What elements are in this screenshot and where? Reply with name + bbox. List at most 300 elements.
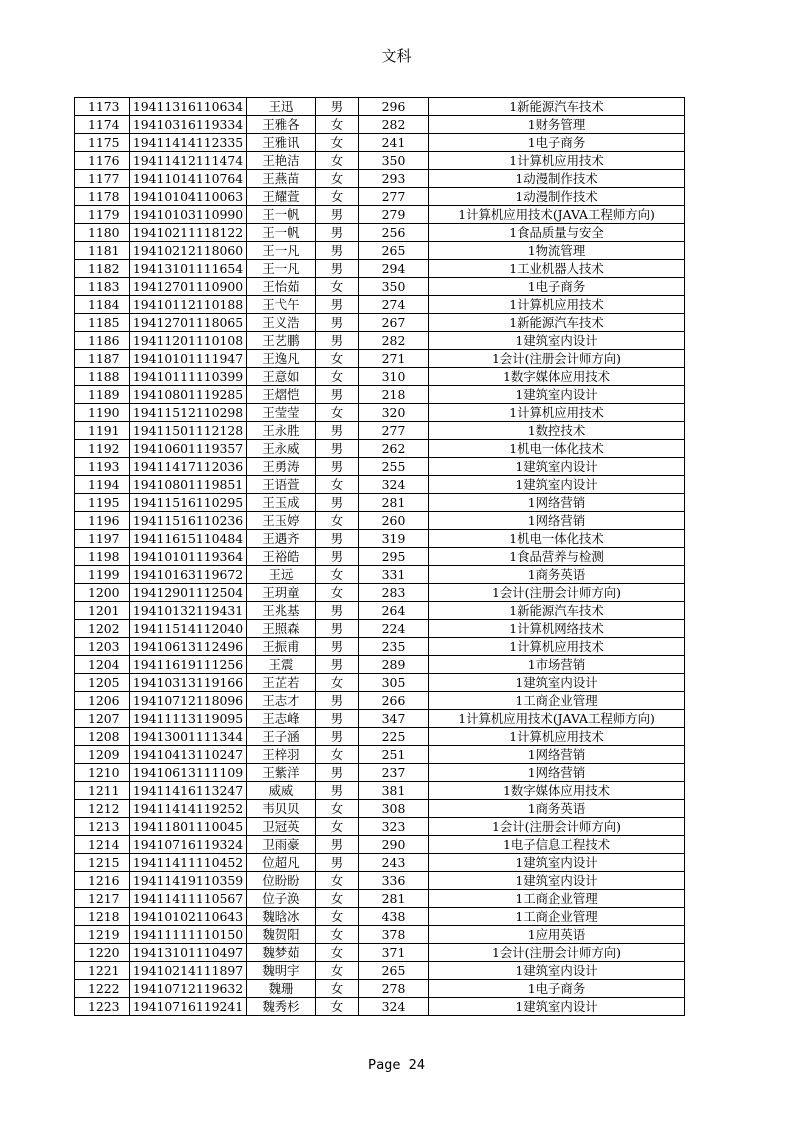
gender-cell: 男 (316, 710, 359, 728)
table-row (75, 998, 685, 1016)
exam-id-cell: 19411113119095 (130, 710, 247, 728)
major-cell: 1食品质量与安全 (429, 224, 685, 242)
rank-cell: 1181 (75, 242, 130, 260)
exam-id-cell: 19410112110188 (130, 296, 247, 314)
gender-cell: 女 (316, 134, 359, 152)
gender-cell: 女 (316, 944, 359, 962)
major-cell: 1网络营销 (429, 746, 685, 764)
rank-cell: 1223 (75, 998, 130, 1016)
table-row (75, 908, 685, 926)
major-cell: 1应用英语 (429, 926, 685, 944)
name-cell: 王兆基 (247, 602, 316, 620)
major-cell: 1计算机应用技术 (429, 638, 685, 656)
exam-id-cell: 19410413110247 (130, 746, 247, 764)
exam-id-cell: 19410712118096 (130, 692, 247, 710)
score-cell: 224 (359, 620, 429, 638)
score-cell: 251 (359, 746, 429, 764)
gender-cell: 男 (316, 656, 359, 674)
exam-id-cell: 19410801119285 (130, 386, 247, 404)
score-cell: 323 (359, 818, 429, 836)
table-row (75, 530, 685, 548)
major-cell: 1电子信息工程技术 (429, 836, 685, 854)
exam-id-cell: 19410214111897 (130, 962, 247, 980)
gender-cell: 男 (316, 260, 359, 278)
score-cell: 237 (359, 764, 429, 782)
gender-cell: 女 (316, 116, 359, 134)
major-cell: 1建筑室内设计 (429, 854, 685, 872)
major-cell: 1财务管理 (429, 116, 685, 134)
table-row (75, 278, 685, 296)
name-cell: 王一凡 (247, 242, 316, 260)
gender-cell: 女 (316, 872, 359, 890)
rank-cell: 1183 (75, 278, 130, 296)
table-row (75, 782, 685, 800)
score-cell: 265 (359, 242, 429, 260)
score-cell: 271 (359, 350, 429, 368)
major-cell: 1会计(注册会计师方向) (429, 584, 685, 602)
gender-cell: 男 (316, 764, 359, 782)
major-cell: 1计算机应用技术 (429, 728, 685, 746)
table-row (75, 422, 685, 440)
rank-cell: 1200 (75, 584, 130, 602)
name-cell: 王一凡 (247, 260, 316, 278)
table-row (75, 458, 685, 476)
score-cell: 281 (359, 890, 429, 908)
exam-id-cell: 19410716119324 (130, 836, 247, 854)
name-cell: 卫冠英 (247, 818, 316, 836)
table-row (75, 944, 685, 962)
score-cell: 295 (359, 548, 429, 566)
major-cell: 1市场营销 (429, 656, 685, 674)
page-title: 文科 (381, 47, 412, 65)
gender-cell: 女 (316, 818, 359, 836)
table-row (75, 638, 685, 656)
major-cell: 1建筑室内设计 (429, 872, 685, 890)
table-row (75, 512, 685, 530)
gender-cell: 女 (316, 152, 359, 170)
score-cell: 279 (359, 206, 429, 224)
major-cell: 1计算机应用技术 (429, 152, 685, 170)
score-cell: 266 (359, 692, 429, 710)
major-cell: 1机电一体化技术 (429, 530, 685, 548)
gender-cell: 男 (316, 440, 359, 458)
exam-id-cell: 19411111110150 (130, 926, 247, 944)
score-cell: 290 (359, 836, 429, 854)
gender-cell: 男 (316, 854, 359, 872)
score-cell: 305 (359, 674, 429, 692)
major-cell: 1电子商务 (429, 278, 685, 296)
table-row (75, 260, 685, 278)
exam-id-cell: 19411416113247 (130, 782, 247, 800)
major-cell: 1电子商务 (429, 980, 685, 998)
rank-cell: 1195 (75, 494, 130, 512)
table-row (75, 98, 685, 116)
major-cell: 1网络营销 (429, 764, 685, 782)
rank-cell: 1206 (75, 692, 130, 710)
name-cell: 王迅 (247, 98, 316, 116)
exam-id-cell: 19411619111256 (130, 656, 247, 674)
exam-id-cell: 19411419110359 (130, 872, 247, 890)
exam-id-cell: 19411516110236 (130, 512, 247, 530)
table-row (75, 926, 685, 944)
exam-id-cell: 19410613112496 (130, 638, 247, 656)
exam-id-cell: 19410801119851 (130, 476, 247, 494)
score-cell: 293 (359, 170, 429, 188)
rank-cell: 1185 (75, 314, 130, 332)
major-cell: 1工商企业管理 (429, 692, 685, 710)
name-cell: 王照森 (247, 620, 316, 638)
table-row (75, 476, 685, 494)
gender-cell: 女 (316, 908, 359, 926)
rank-cell: 1174 (75, 116, 130, 134)
gender-cell: 女 (316, 998, 359, 1016)
score-cell: 438 (359, 908, 429, 926)
rank-cell: 1191 (75, 422, 130, 440)
table-row (75, 440, 685, 458)
table-row (75, 872, 685, 890)
gender-cell: 女 (316, 890, 359, 908)
exam-id-cell: 19410163119672 (130, 566, 247, 584)
major-cell: 1新能源汽车技术 (429, 314, 685, 332)
gender-cell: 男 (316, 782, 359, 800)
rank-cell: 1222 (75, 980, 130, 998)
rank-cell: 1177 (75, 170, 130, 188)
score-cell: 381 (359, 782, 429, 800)
name-cell: 魏明宇 (247, 962, 316, 980)
gender-cell: 男 (316, 314, 359, 332)
score-cell: 350 (359, 152, 429, 170)
gender-cell: 女 (316, 368, 359, 386)
name-cell: 王一帆 (247, 206, 316, 224)
major-cell: 1动漫制作技术 (429, 188, 685, 206)
exam-id-cell: 19410211118122 (130, 224, 247, 242)
exam-id-cell: 19411414112335 (130, 134, 247, 152)
major-cell: 1建筑室内设计 (429, 386, 685, 404)
major-cell: 1食品营养与检测 (429, 548, 685, 566)
rank-cell: 1189 (75, 386, 130, 404)
gender-cell: 女 (316, 800, 359, 818)
exam-id-cell: 19411501112128 (130, 422, 247, 440)
exam-id-cell: 19411516110295 (130, 494, 247, 512)
name-cell: 王意如 (247, 368, 316, 386)
name-cell: 王志才 (247, 692, 316, 710)
gender-cell: 女 (316, 980, 359, 998)
rank-cell: 1203 (75, 638, 130, 656)
gender-cell: 男 (316, 224, 359, 242)
name-cell: 王勇涛 (247, 458, 316, 476)
rank-cell: 1197 (75, 530, 130, 548)
gender-cell: 男 (316, 494, 359, 512)
score-cell: 243 (359, 854, 429, 872)
rank-cell: 1215 (75, 854, 130, 872)
gender-cell: 男 (316, 386, 359, 404)
name-cell: 王志峰 (247, 710, 316, 728)
major-cell: 1网络营销 (429, 512, 685, 530)
score-cell: 277 (359, 188, 429, 206)
table-row (75, 620, 685, 638)
major-cell: 1网络营销 (429, 494, 685, 512)
table-row (75, 962, 685, 980)
gender-cell: 女 (316, 746, 359, 764)
rank-cell: 1179 (75, 206, 130, 224)
name-cell: 王弋午 (247, 296, 316, 314)
table-row (75, 602, 685, 620)
gender-cell: 男 (316, 620, 359, 638)
gender-cell: 男 (316, 296, 359, 314)
name-cell: 王雅讯 (247, 134, 316, 152)
table-row (75, 152, 685, 170)
gender-cell: 女 (316, 512, 359, 530)
major-cell: 1计算机应用技术(JAVA工程师方向) (429, 710, 685, 728)
rank-cell: 1182 (75, 260, 130, 278)
rank-cell: 1194 (75, 476, 130, 494)
exam-id-cell: 19410111110399 (130, 368, 247, 386)
score-cell: 267 (359, 314, 429, 332)
score-cell: 256 (359, 224, 429, 242)
rank-cell: 1211 (75, 782, 130, 800)
score-cell: 278 (359, 980, 429, 998)
gender-cell: 女 (316, 926, 359, 944)
table-row (75, 710, 685, 728)
gender-cell: 男 (316, 638, 359, 656)
major-cell: 1动漫制作技术 (429, 170, 685, 188)
gender-cell: 男 (316, 332, 359, 350)
gender-cell: 女 (316, 476, 359, 494)
table-row (75, 296, 685, 314)
name-cell: 王遇齐 (247, 530, 316, 548)
major-cell: 1建筑室内设计 (429, 332, 685, 350)
table-row (75, 224, 685, 242)
exam-id-cell: 19410103110990 (130, 206, 247, 224)
rank-cell: 1218 (75, 908, 130, 926)
exam-id-cell: 19411414119252 (130, 800, 247, 818)
exam-id-cell: 19411512110298 (130, 404, 247, 422)
major-cell: 1数字媒体应用技术 (429, 782, 685, 800)
score-cell: 336 (359, 872, 429, 890)
gender-cell: 男 (316, 242, 359, 260)
table-row (75, 404, 685, 422)
major-cell: 1机电一体化技术 (429, 440, 685, 458)
score-cell: 310 (359, 368, 429, 386)
rank-cell: 1213 (75, 818, 130, 836)
rank-cell: 1210 (75, 764, 130, 782)
exam-id-cell: 19411014110764 (130, 170, 247, 188)
name-cell: 王燕苗 (247, 170, 316, 188)
major-cell: 1建筑室内设计 (429, 962, 685, 980)
table-row (75, 116, 685, 134)
table-row (75, 170, 685, 188)
gender-cell: 男 (316, 728, 359, 746)
name-cell: 王梓羽 (247, 746, 316, 764)
table-row (75, 836, 685, 854)
table-row (75, 566, 685, 584)
name-cell: 王紫洋 (247, 764, 316, 782)
name-cell: 王永威 (247, 440, 316, 458)
score-cell: 260 (359, 512, 429, 530)
major-cell: 1会计(注册会计师方向) (429, 944, 685, 962)
major-cell: 1计算机网络技术 (429, 620, 685, 638)
table-row (75, 980, 685, 998)
exam-id-cell: 19410101111947 (130, 350, 247, 368)
rank-cell: 1220 (75, 944, 130, 962)
exam-id-cell: 19411417112036 (130, 458, 247, 476)
rank-cell: 1178 (75, 188, 130, 206)
rank-cell: 1201 (75, 602, 130, 620)
rank-cell: 1198 (75, 548, 130, 566)
gender-cell: 女 (316, 170, 359, 188)
rank-cell: 1214 (75, 836, 130, 854)
score-cell: 324 (359, 476, 429, 494)
name-cell: 魏晗冰 (247, 908, 316, 926)
major-cell: 1计算机应用技术(JAVA工程师方向) (429, 206, 685, 224)
name-cell: 王振甫 (247, 638, 316, 656)
name-cell: 王玉成 (247, 494, 316, 512)
name-cell: 魏珊 (247, 980, 316, 998)
name-cell: 魏贺阳 (247, 926, 316, 944)
table-row (75, 728, 685, 746)
score-cell: 308 (359, 800, 429, 818)
rank-cell: 1217 (75, 890, 130, 908)
rank-cell: 1176 (75, 152, 130, 170)
gender-cell: 女 (316, 674, 359, 692)
table-row (75, 368, 685, 386)
major-cell: 1工商企业管理 (429, 908, 685, 926)
rank-cell: 1175 (75, 134, 130, 152)
table-row (75, 746, 685, 764)
gender-cell: 男 (316, 422, 359, 440)
table-body (75, 98, 685, 1016)
major-cell: 1商务英语 (429, 566, 685, 584)
name-cell: 王耀萱 (247, 188, 316, 206)
exam-id-cell: 19410104110063 (130, 188, 247, 206)
rank-cell: 1180 (75, 224, 130, 242)
major-cell: 1建筑室内设计 (429, 674, 685, 692)
gender-cell: 男 (316, 530, 359, 548)
major-cell: 1物流管理 (429, 242, 685, 260)
rank-cell: 1199 (75, 566, 130, 584)
rank-cell: 1196 (75, 512, 130, 530)
gender-cell: 男 (316, 692, 359, 710)
name-cell: 王震 (247, 656, 316, 674)
exam-id-cell: 19411411110567 (130, 890, 247, 908)
table-row (75, 692, 685, 710)
exam-id-cell: 19411801110045 (130, 818, 247, 836)
score-cell: 225 (359, 728, 429, 746)
name-cell: 王玥童 (247, 584, 316, 602)
table-row (75, 656, 685, 674)
name-cell: 王远 (247, 566, 316, 584)
major-cell: 1建筑室内设计 (429, 476, 685, 494)
name-cell: 王永胜 (247, 422, 316, 440)
table-row (75, 386, 685, 404)
exam-id-cell: 19413101111654 (130, 260, 247, 278)
table-row (75, 548, 685, 566)
rank-cell: 1186 (75, 332, 130, 350)
rank-cell: 1208 (75, 728, 130, 746)
gender-cell: 男 (316, 602, 359, 620)
name-cell: 王裕皓 (247, 548, 316, 566)
exam-id-cell: 19413001111344 (130, 728, 247, 746)
exam-id-cell: 19411201110108 (130, 332, 247, 350)
gender-cell: 女 (316, 350, 359, 368)
name-cell: 王语萱 (247, 476, 316, 494)
name-cell: 王玉婷 (247, 512, 316, 530)
score-cell: 274 (359, 296, 429, 314)
score-cell: 371 (359, 944, 429, 962)
table-row (75, 584, 685, 602)
exam-id-cell: 19411615110484 (130, 530, 247, 548)
major-cell: 1新能源汽车技术 (429, 98, 685, 116)
exam-id-cell: 19410101119364 (130, 548, 247, 566)
rank-cell: 1219 (75, 926, 130, 944)
score-cell: 277 (359, 422, 429, 440)
name-cell: 王义浩 (247, 314, 316, 332)
name-cell: 王艺鹏 (247, 332, 316, 350)
major-cell: 1计算机应用技术 (429, 296, 685, 314)
table-row (75, 890, 685, 908)
major-cell: 1建筑室内设计 (429, 998, 685, 1016)
major-cell: 1数控技术 (429, 422, 685, 440)
table-row (75, 332, 685, 350)
name-cell: 王一帆 (247, 224, 316, 242)
name-cell: 王逸凡 (247, 350, 316, 368)
major-cell: 1会计(注册会计师方向) (429, 818, 685, 836)
table-row (75, 188, 685, 206)
gender-cell: 女 (316, 188, 359, 206)
gender-cell: 女 (316, 584, 359, 602)
page-footer: Page 24 (368, 1057, 425, 1073)
exam-id-cell: 19410313119166 (130, 674, 247, 692)
name-cell: 位子涣 (247, 890, 316, 908)
score-cell: 296 (359, 98, 429, 116)
table-row (75, 242, 685, 260)
exam-id-cell: 19410212118060 (130, 242, 247, 260)
gender-cell: 女 (316, 962, 359, 980)
table-row (75, 314, 685, 332)
score-cell: 265 (359, 962, 429, 980)
name-cell: 王子涵 (247, 728, 316, 746)
exam-id-cell: 19412901112504 (130, 584, 247, 602)
exam-id-cell: 19412701110900 (130, 278, 247, 296)
exam-id-cell: 19410613111109 (130, 764, 247, 782)
rank-cell: 1205 (75, 674, 130, 692)
rank-cell: 1190 (75, 404, 130, 422)
rank-cell: 1192 (75, 440, 130, 458)
exam-id-cell: 19410132119431 (130, 602, 247, 620)
table-row (75, 350, 685, 368)
rank-cell: 1193 (75, 458, 130, 476)
major-cell: 1建筑室内设计 (429, 458, 685, 476)
table-row (75, 206, 685, 224)
score-cell: 255 (359, 458, 429, 476)
rank-cell: 1207 (75, 710, 130, 728)
score-cell: 282 (359, 116, 429, 134)
gender-cell: 男 (316, 98, 359, 116)
score-cell: 289 (359, 656, 429, 674)
rank-cell: 1188 (75, 368, 130, 386)
name-cell: 王雅各 (247, 116, 316, 134)
exam-id-cell: 19410601119357 (130, 440, 247, 458)
score-cell: 281 (359, 494, 429, 512)
score-cell: 264 (359, 602, 429, 620)
exam-id-cell: 19410316119334 (130, 116, 247, 134)
score-cell: 294 (359, 260, 429, 278)
score-cell: 282 (359, 332, 429, 350)
name-cell: 位超凡 (247, 854, 316, 872)
exam-id-cell: 19411411110452 (130, 854, 247, 872)
name-cell: 卫雨豪 (247, 836, 316, 854)
exam-id-cell: 19412701118065 (130, 314, 247, 332)
